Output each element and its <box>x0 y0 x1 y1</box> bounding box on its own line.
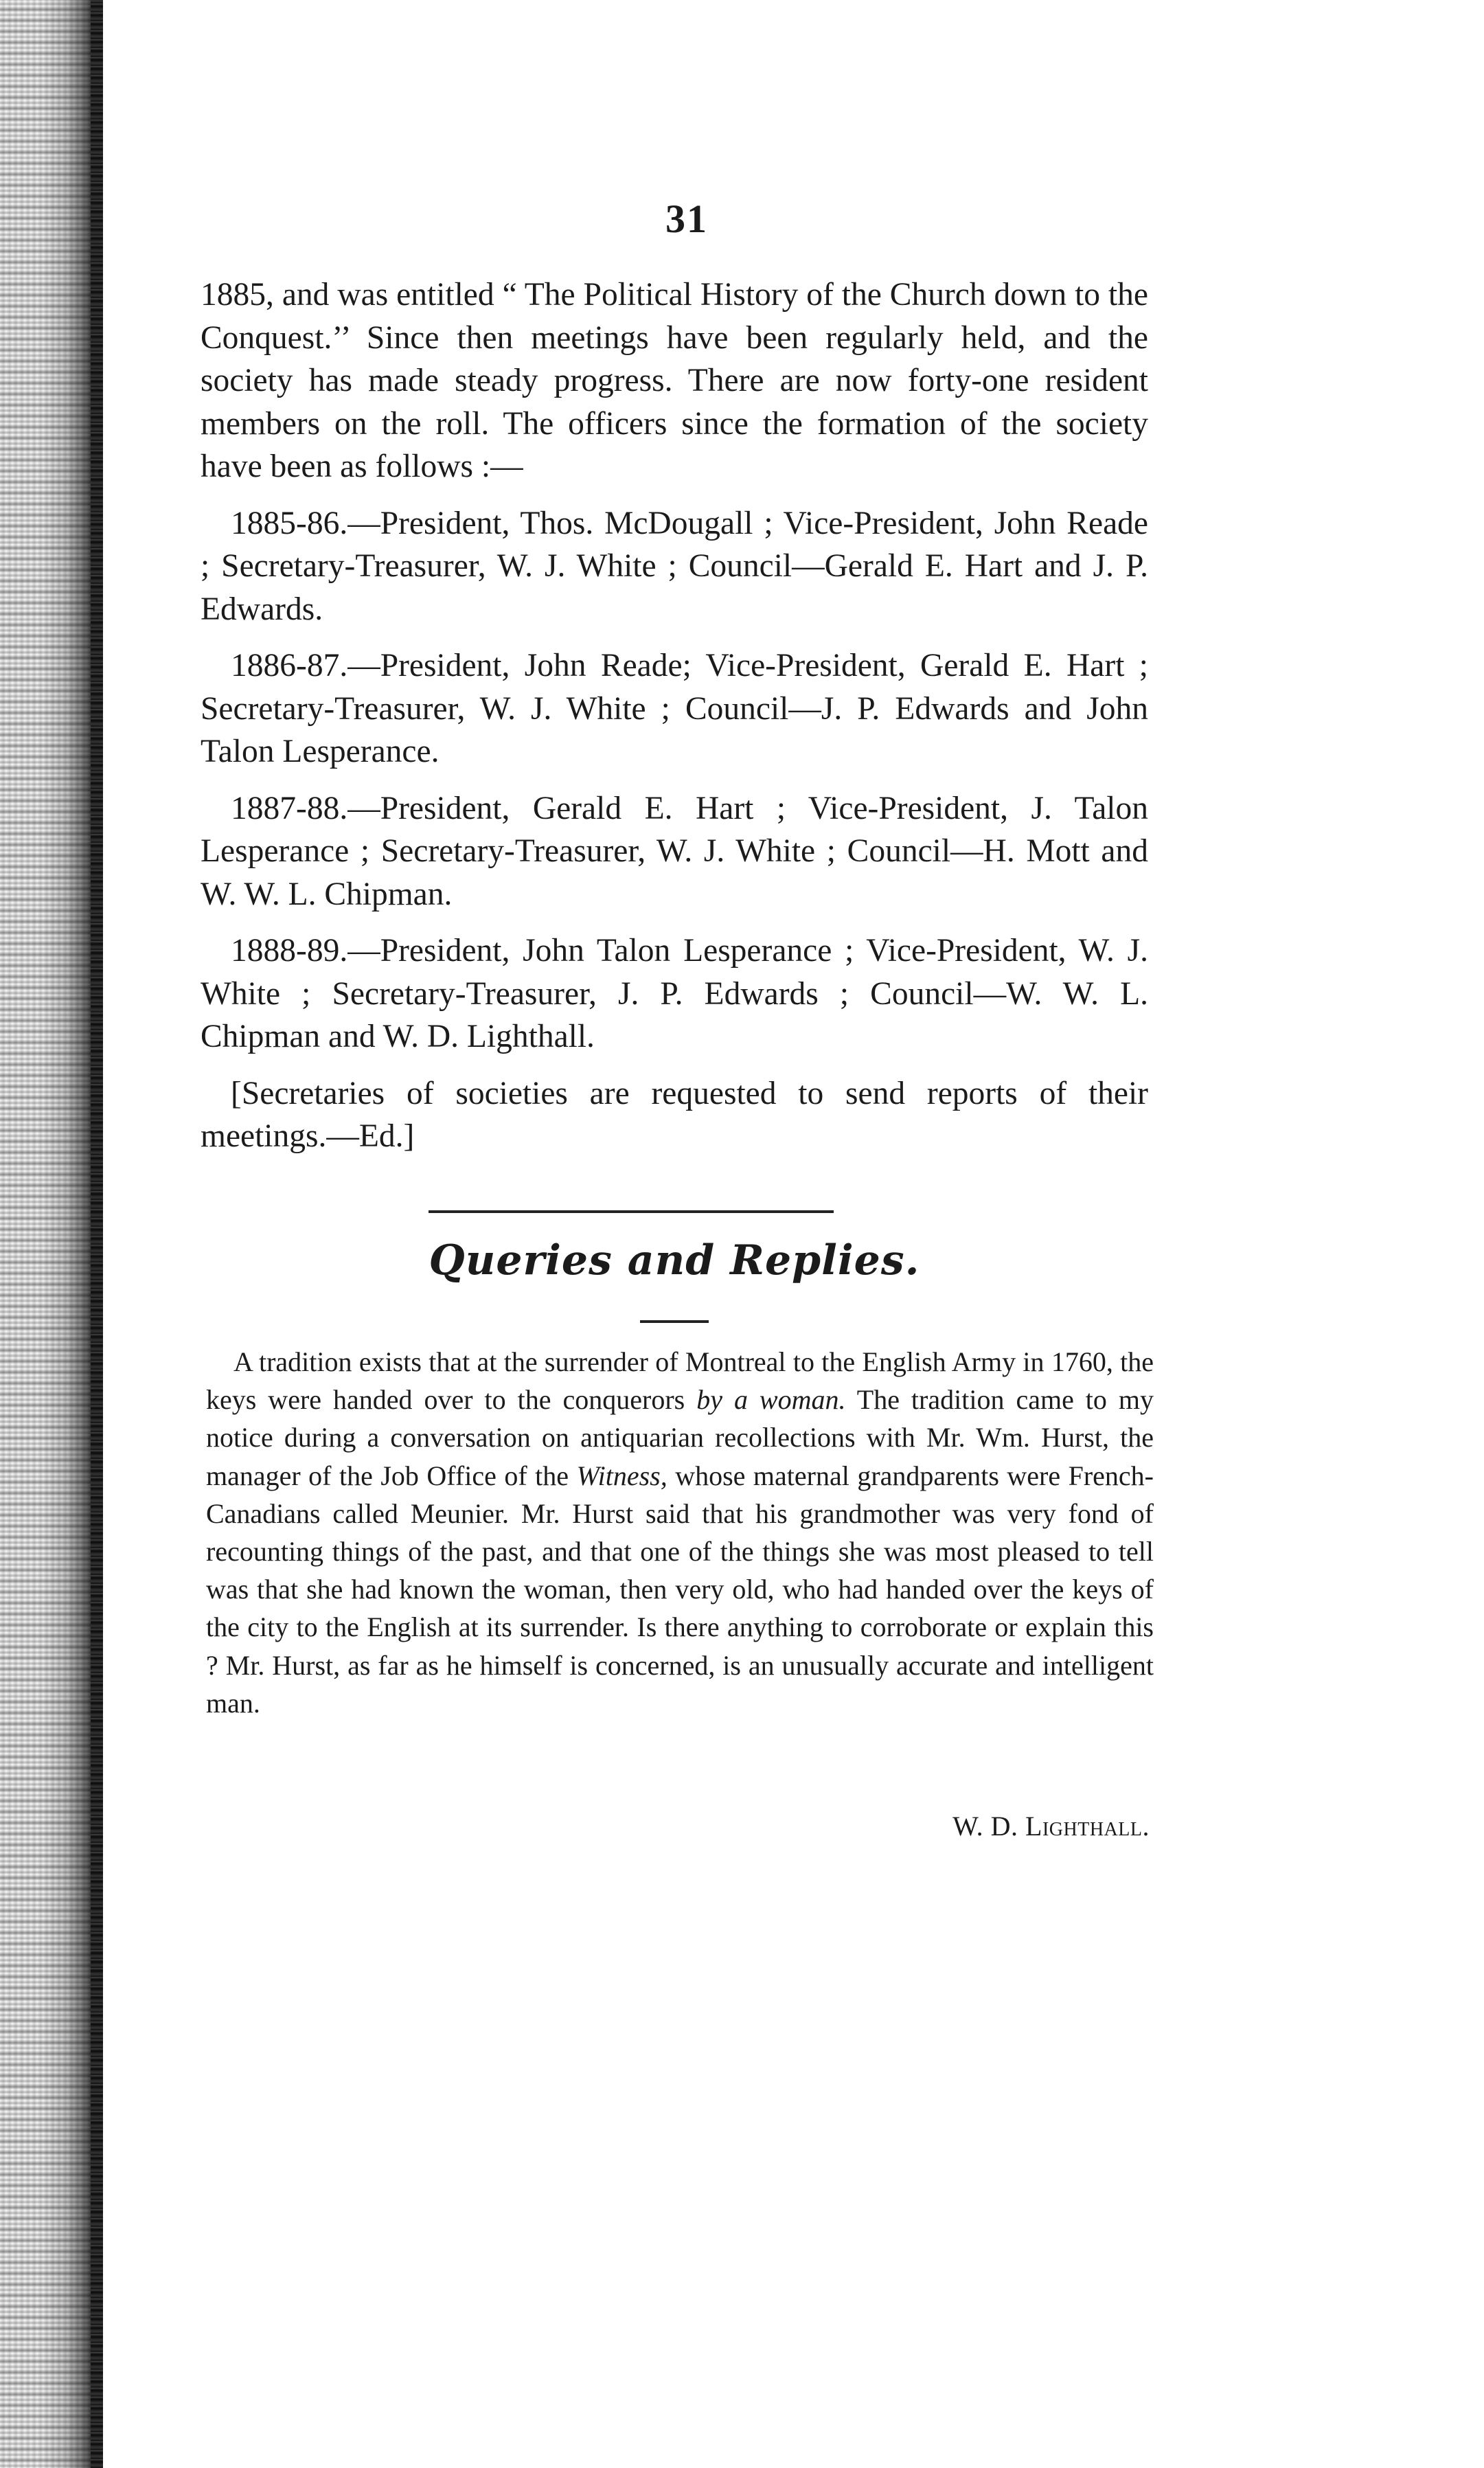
query-body <box>206 1343 1154 1722</box>
scanned-binding-edge <box>0 0 103 2468</box>
section-divider-rule <box>429 1210 834 1213</box>
query-text-part-3: whose maternal grandparents were French-Canadians called Meunier. Mr. Hurst said that his grandmother was very fond of recounting things of the past, and that one of the things she was most pleased to tell was that she had known the woman, then very old, who had handed over the keys of the city to the English at its surrender. Is there anything to corroborate or explain this ? Mr. Hurst, as far as he himself is concerned, is an unusually accurate and intelligent man. <box>206 1460 1154 1719</box>
page-number: 31 <box>665 196 708 241</box>
query-signature <box>824 1810 1150 1842</box>
query-text-part-1: A tradition exists that at the surrender of Montreal to the English Army in 1760, the keys were handed over to the conquerors <box>206 1346 1154 1416</box>
signature-initials: W. D. <box>952 1811 1018 1842</box>
society-report <box>201 273 1148 1172</box>
section-heading: Queries and Replies. <box>429 1236 920 1284</box>
signature-surname: Lighthall. <box>1025 1811 1150 1842</box>
editor-note: [Secretaries of societies are requested to send reports of their meetings.—Ed.] <box>201 1075 1148 1154</box>
officers-1887-88: 1887-88.—President, Gerald E. Hart ; Vice-President, J. Talon Lesperance ; Secretary-Treasurer, W. J. White ; Council—H. Mott and W. W. L. Chipman. <box>201 790 1148 912</box>
officers-1888-89: 1888-89.—President, John Talon Lesperance ; Vice-President, W. J. White ; Secretary-Treasurer, J. P. Edwards ; Council—W. W. L. Chipman and W. D. Lighthall. <box>201 933 1148 1054</box>
query-emphasis-by-a-woman: by a woman. <box>696 1384 846 1416</box>
query-paragraph <box>206 1343 1154 1722</box>
officers-1886-87: 1886-87.—President, John Reade; Vice-President, Gerald E. Hart ; Secretary-Treasurer, W. J. White ; Council—J. P. Edwards and John Talon Lesperance. <box>201 648 1148 769</box>
report-intro-paragraph: 1885, and was entitled “ The Political History of the Church down to the Conquest.’’ Since then meetings have been regularly held, and the society has made steady progress. There are now forty-one resident members on the roll. The officers since the formation of the society have been as follows :— <box>201 277 1148 484</box>
officers-1885-86: 1885-86.—President, Thos. McDougall ; Vice-President, John Reade ; Secretary-Treasurer, W. J. White ; Council—Gerald E. Hart and J. P. Edwards. <box>201 505 1148 627</box>
query-emphasis-witness: Witness, <box>576 1460 667 1491</box>
query-text-part-2: The tradition came to my notice during a conversation on antiquarian recollections with Mr. Wm. Hurst, the manager of the Job Office of the <box>206 1384 1154 1491</box>
heading-underline-rule <box>640 1320 709 1323</box>
